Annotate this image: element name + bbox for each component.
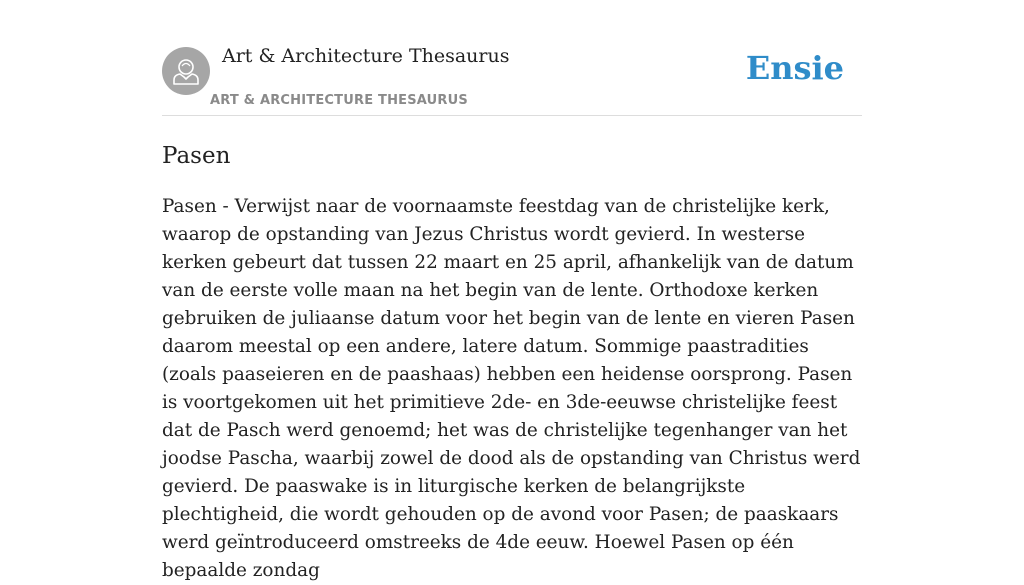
- source-subtitle: ART & ARCHITECTURE THESAURUS: [210, 93, 468, 108]
- user-icon: [162, 47, 210, 95]
- article-body: Pasen - Verwijst naar de voornaamste feestdag van de christelijke kerk, waarop de opstanding van Jezus Christus wordt gevierd. In westerse kerken gebeurt dat tussen 22 maart en 25 april, afhankelijk van de datum van de eerste volle maan na het begin van de lente. Orthodoxe kerken gebruiken de juliaanse datum voor het begin van de lente en vieren Pasen daarom meestal op een andere, latere datum. Sommige paastradities (zoals paaseieren en de paashaas) hebben een heidense oorsprong. Pasen is voortgekomen uit het primitieve 2de- en 3de-eeuwse christelijke feest dat de Pasch werd genoemd; het was de christelijke tegenhanger van het joodse Pascha, waarbij zowel de dood als de opstanding van Christus werd gevierd. De paaswake is in liturgische kerken de belangrijkste plechtigheid, die wordt gehouden op de avond voor Pasen; de paaskaars werd geïntroduceerd omstreeks de 4de eeuw. Hoewel Pasen op één bepaalde zondag: [162, 196, 861, 581]
- source-header: [162, 0, 862, 116]
- source-name-link[interactable]: Art & Architecture Thesaurus: [222, 45, 510, 67]
- source-avatar[interactable]: [162, 47, 210, 95]
- article-title: Pasen: [162, 143, 231, 169]
- page: [162, 0, 862, 581]
- ensie-logo[interactable]: Ensie: [745, 49, 844, 87]
